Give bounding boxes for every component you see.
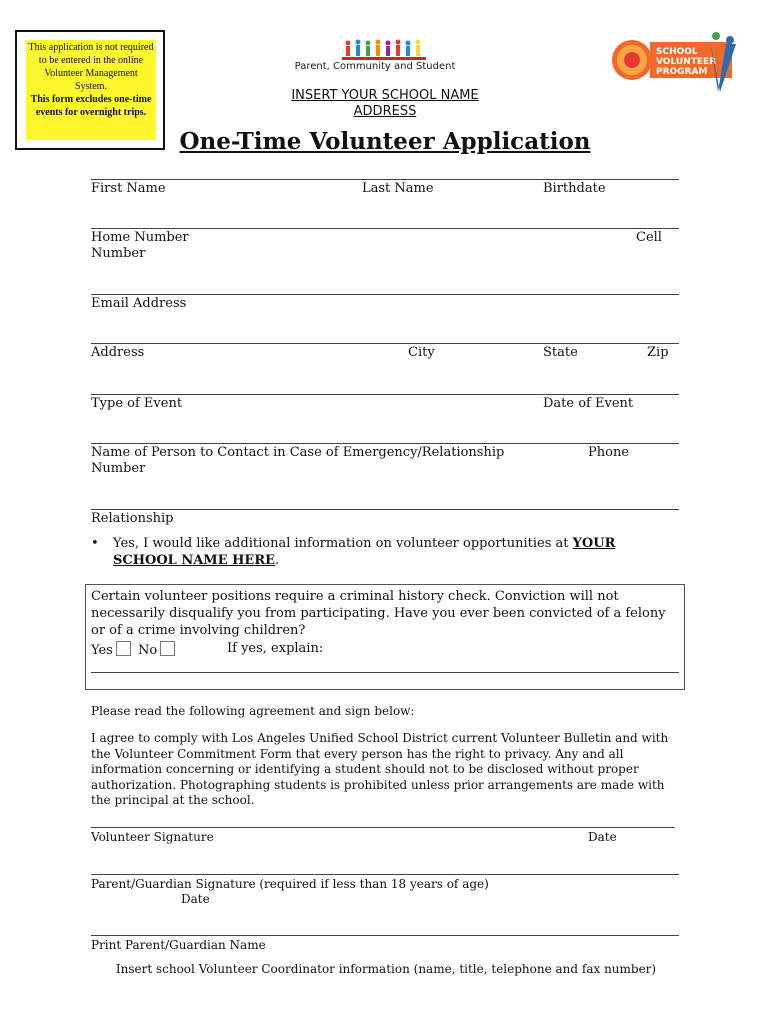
notice-text: This application is not required to be entered in the online Volunteer Management System. — [28, 42, 154, 92]
page-title: One-Time Volunteer Application — [179, 128, 591, 155]
print-name-line[interactable] — [91, 935, 679, 936]
criminal-history-text: Certain volunteer positions require a criminal history check. Conviction will not necessarily disqualify you from participating. Have you ever been convicted of a felony or of a crime involving children? — [91, 589, 666, 638]
email-line[interactable] — [91, 294, 679, 295]
state-label: State — [543, 345, 578, 360]
first-name-label: First Name — [91, 181, 166, 196]
volunteer-signature-label: Volunteer Signature — [91, 830, 214, 844]
opt-in-school: YOUR SCHOOL NAME HERE — [113, 536, 616, 568]
print-parent-label: Print Parent/Guardian Name — [91, 938, 266, 952]
emergency-number-label: Number — [91, 461, 146, 476]
pcs-caption: Parent, Community and Student — [294, 61, 456, 72]
last-name-label: Last Name — [362, 181, 434, 196]
parent-date-label: Date — [181, 892, 210, 906]
email-label: Email Address — [91, 296, 187, 311]
name-line[interactable] — [91, 179, 679, 180]
school-address: ADDRESS — [353, 104, 417, 119]
cell-label: Cell — [636, 230, 662, 245]
emergency-line[interactable] — [91, 443, 679, 444]
pcs-figures-icon — [346, 40, 421, 57]
address-line[interactable] — [91, 343, 679, 344]
emergency-phone-label: Phone — [588, 445, 630, 460]
explain-label: If yes, explain: — [227, 641, 324, 656]
event-type-label: Type of Event — [91, 396, 183, 411]
notice-exclusion: This form excludes one-time events for overnight trips. — [30, 94, 152, 118]
emergency-contact-label: Name of Person to Contact in Case of Emergency/Relationship — [91, 445, 505, 460]
yes-checkbox[interactable] — [116, 641, 131, 656]
number-label: Number — [91, 246, 146, 261]
relationship-line[interactable] — [91, 509, 679, 510]
city-label: City — [408, 345, 435, 360]
explain-line[interactable] — [91, 672, 679, 673]
criminal-history-box — [85, 584, 685, 690]
agreement-text: I agree to comply with Los Angeles Unified School District current Volunteer Bulletin and with the Volunteer Commitment Form that every person has the right to privacy. Any and all information concerning or identifying a student should not to be disclosed without proper authorization. Photographing students is prohibited unless prior arrangements are made with the principal at the school. — [91, 731, 669, 807]
parent-signature-label: Parent/Guardian Signature (required if less than 18 years of age) — [91, 877, 489, 891]
parent-signature-line[interactable] — [91, 874, 679, 875]
opt-in-sentence: Yes, I would like additional information on volunteer opportunities at — [113, 536, 573, 551]
svp-line1: SCHOOL — [656, 47, 698, 57]
volunteer-signature-line[interactable] — [91, 827, 675, 828]
event-date-label: Date of Event — [543, 396, 634, 411]
no-checkbox[interactable] — [160, 641, 175, 656]
event-line[interactable] — [91, 394, 679, 395]
svp-line3: PROGRAM — [656, 67, 708, 77]
coordinator-info: Insert school Volunteer Coordinator information (name, title, telephone and fax number) — [115, 962, 657, 976]
address-label: Address — [91, 345, 145, 360]
yes-label: Yes — [91, 643, 113, 658]
bullet-icon: • — [91, 536, 99, 551]
opt-in-text — [113, 535, 673, 569]
home-number-label: Home Number — [91, 230, 189, 245]
school-header — [220, 88, 550, 120]
volunteer-figure-icon — [710, 32, 736, 92]
no-label: No — [137, 643, 158, 658]
school-name: INSERT YOUR SCHOOL NAME — [291, 88, 479, 103]
svp-logo — [610, 30, 745, 94]
phone-line[interactable] — [91, 228, 679, 229]
relationship-label: Relationship — [91, 511, 174, 526]
zip-label: Zip — [647, 345, 669, 360]
svp-line2: VOLUNTEER — [656, 57, 717, 67]
notice-highlight — [26, 40, 156, 140]
pcs-logo — [340, 38, 428, 62]
conviction-options — [91, 641, 178, 658]
agreement-heading: Please read the following agreement and sign below: — [91, 704, 415, 718]
opt-in-end: . — [275, 553, 280, 568]
volunteer-date-label: Date — [588, 830, 617, 844]
birthdate-label: Birthdate — [543, 181, 606, 196]
